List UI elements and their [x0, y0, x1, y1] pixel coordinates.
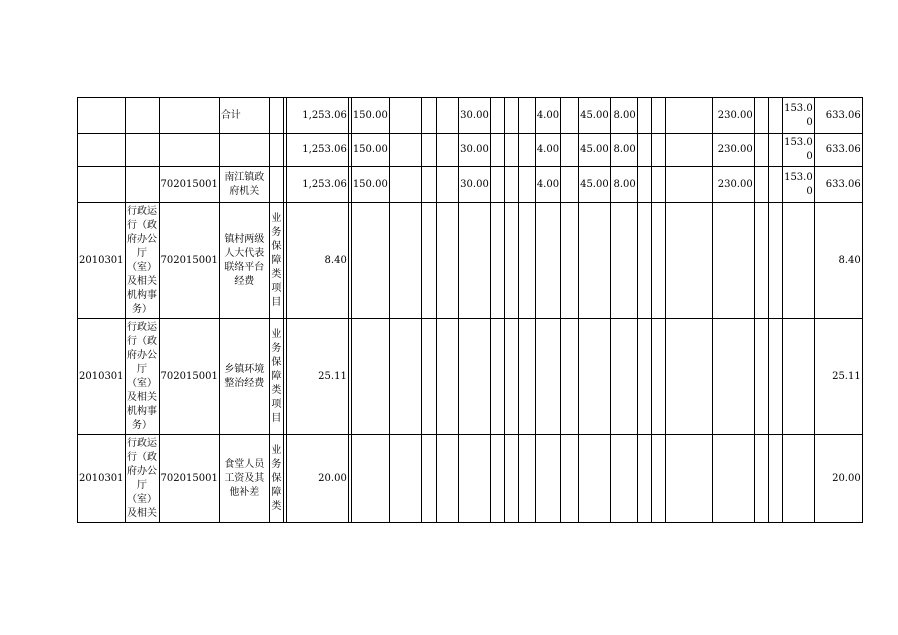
- table-row: [78, 134, 863, 167]
- table-cell: [665, 167, 712, 203]
- table-cell: [125, 98, 159, 134]
- table-cell: [712, 203, 754, 319]
- table-cell: [754, 319, 768, 435]
- table-cell: [651, 134, 665, 167]
- table-cell: [490, 167, 504, 203]
- amount-cell: 633.06: [814, 98, 862, 134]
- table-cell: [561, 435, 579, 523]
- unit-code-cell: 702015001: [159, 435, 219, 523]
- table-cell: [637, 134, 651, 167]
- table-cell: [436, 134, 458, 167]
- table-cell: [269, 98, 283, 134]
- project-name-cell: 镇村两级人大代表联络平台经费: [219, 203, 269, 319]
- table-cell: [458, 435, 490, 523]
- table-cell: [535, 435, 560, 523]
- table-cell: [421, 319, 436, 435]
- amount-cell: 4.00: [535, 167, 560, 203]
- table-cell: [490, 98, 504, 134]
- amount-cell: 230.00: [712, 167, 754, 203]
- table-cell: [651, 98, 665, 134]
- table-cell: [754, 203, 768, 319]
- amount-cell: 1,253.06: [286, 134, 348, 167]
- amount-cell: 30.00: [458, 98, 490, 134]
- amount-cell: 8.00: [610, 134, 637, 167]
- amount-cell: 8.40: [814, 203, 862, 319]
- table-cell: [490, 134, 504, 167]
- project-type-cell: 业务保障类项目: [269, 203, 283, 319]
- table-cell: [561, 134, 579, 167]
- table-cell: [125, 134, 159, 167]
- amount-cell: 633.06: [814, 134, 862, 167]
- function-name-cell: 行政运行（政府办公厅（室）及相关机构事务）: [125, 319, 159, 435]
- project-name-cell: 食堂人员工资及其他补差: [219, 435, 269, 523]
- table-cell: [651, 319, 665, 435]
- table-cell: [665, 319, 712, 435]
- table-row: [78, 167, 863, 203]
- table-cell: [651, 435, 665, 523]
- table-cell: [579, 203, 611, 319]
- table-cell: [754, 134, 768, 167]
- table-cell: [421, 134, 436, 167]
- amount-cell: 4.00: [535, 134, 560, 167]
- table-cell: [269, 167, 283, 203]
- amount-cell: 45.00: [579, 98, 611, 134]
- project-type-cell: 业务保障类: [269, 435, 283, 523]
- table-cell: [389, 435, 421, 523]
- project-name-cell: [219, 134, 269, 167]
- table-cell: [490, 435, 504, 523]
- table-cell: [768, 435, 782, 523]
- table-cell: [637, 319, 651, 435]
- amount-cell: 4.00: [535, 98, 560, 134]
- function-code-cell: 2010301: [78, 435, 126, 523]
- table-cell: [754, 435, 768, 523]
- table-cell: [518, 167, 535, 203]
- table-row: [78, 203, 863, 319]
- table-cell: [535, 319, 560, 435]
- table-body: [78, 98, 863, 523]
- amount-cell: 8.40: [286, 203, 348, 319]
- unit-code-cell: 702015001: [159, 167, 219, 203]
- table-cell: [768, 167, 782, 203]
- project-name-cell: 合计: [219, 98, 269, 134]
- table-cell: [579, 319, 611, 435]
- table-cell: [389, 134, 421, 167]
- amount-cell: 1,253.06: [286, 167, 348, 203]
- table-cell: [518, 435, 535, 523]
- table-cell: [78, 167, 126, 203]
- function-name-cell: 行政运行（政府办公厅（室）及相关: [125, 435, 159, 523]
- table-cell: [579, 435, 611, 523]
- table-cell: [768, 98, 782, 134]
- table-cell: [504, 98, 518, 134]
- table-cell: [754, 167, 768, 203]
- table-cell: [768, 203, 782, 319]
- table-cell: [269, 134, 283, 167]
- table-cell: [712, 319, 754, 435]
- table-cell: [504, 167, 518, 203]
- table-cell: [490, 203, 504, 319]
- table-cell: [768, 319, 782, 435]
- table-cell: [436, 319, 458, 435]
- table-cell: [610, 203, 637, 319]
- table-row: [78, 435, 863, 523]
- table-cell: [610, 319, 637, 435]
- table-cell: [421, 167, 436, 203]
- table-cell: [651, 203, 665, 319]
- table-cell: [535, 203, 560, 319]
- table-cell: [351, 435, 389, 523]
- table-cell: [490, 319, 504, 435]
- amount-cell: 25.11: [814, 319, 862, 435]
- table-cell: [518, 98, 535, 134]
- unit-code-cell: 702015001: [159, 203, 219, 319]
- table-cell: [436, 98, 458, 134]
- table-cell: [665, 435, 712, 523]
- table-cell: [637, 203, 651, 319]
- table-cell: [504, 203, 518, 319]
- table-cell: [78, 98, 126, 134]
- table-cell: [637, 167, 651, 203]
- project-name-cell: 南江镇政府机关: [219, 167, 269, 203]
- table-cell: [651, 167, 665, 203]
- amount-cell: 8.00: [610, 98, 637, 134]
- table-cell: [665, 203, 712, 319]
- amount-cell: 150.00: [351, 167, 389, 203]
- amount-cell: 20.00: [814, 435, 862, 523]
- table-cell: [782, 319, 814, 435]
- amount-cell: 30.00: [458, 167, 490, 203]
- function-code-cell: 2010301: [78, 319, 126, 435]
- table-cell: [665, 98, 712, 134]
- table-cell: [389, 98, 421, 134]
- table-cell: [159, 98, 219, 134]
- table-cell: [610, 435, 637, 523]
- table-cell: [665, 134, 712, 167]
- function-code-cell: 2010301: [78, 203, 126, 319]
- amount-cell: 45.00: [579, 167, 611, 203]
- project-type-cell: 业务保障类项目: [269, 319, 283, 435]
- amount-cell: 230.00: [712, 134, 754, 167]
- amount-cell: 633.06: [814, 167, 862, 203]
- amount-cell: 1,253.06: [286, 98, 348, 134]
- table-cell: [421, 435, 436, 523]
- amount-cell: 150.00: [351, 98, 389, 134]
- table-cell: [389, 319, 421, 435]
- amount-cell: 30.00: [458, 134, 490, 167]
- table-cell: [637, 98, 651, 134]
- budget-table: [77, 97, 863, 523]
- amount-cell: 153.00: [782, 167, 814, 203]
- table-cell: [561, 167, 579, 203]
- table-cell: [504, 435, 518, 523]
- table-cell: [504, 319, 518, 435]
- table-cell: [159, 134, 219, 167]
- table-cell: [518, 203, 535, 319]
- table-cell: [125, 167, 159, 203]
- table-row: [78, 98, 863, 134]
- table-row: [78, 319, 863, 435]
- table-cell: [436, 167, 458, 203]
- table-cell: [436, 203, 458, 319]
- amount-cell: 153.00: [782, 98, 814, 134]
- table-cell: [389, 167, 421, 203]
- table-cell: [782, 435, 814, 523]
- project-name-cell: 乡镇环境整治经费: [219, 319, 269, 435]
- table-cell: [458, 203, 490, 319]
- function-name-cell: 行政运行（政府办公厅（室）及相关机构事务）: [125, 203, 159, 319]
- table-cell: [504, 134, 518, 167]
- table-cell: [351, 203, 389, 319]
- table-cell: [754, 98, 768, 134]
- table-cell: [458, 319, 490, 435]
- table-cell: [768, 134, 782, 167]
- table-cell: [421, 203, 436, 319]
- unit-code-cell: 702015001: [159, 319, 219, 435]
- amount-cell: 153.00: [782, 134, 814, 167]
- amount-cell: 230.00: [712, 98, 754, 134]
- table-cell: [78, 134, 126, 167]
- table-cell: [436, 435, 458, 523]
- table-cell: [782, 203, 814, 319]
- table-cell: [561, 203, 579, 319]
- table-cell: [421, 98, 436, 134]
- table-cell: [561, 319, 579, 435]
- amount-cell: 20.00: [286, 435, 348, 523]
- table-cell: [637, 435, 651, 523]
- amount-cell: 150.00: [351, 134, 389, 167]
- amount-cell: 8.00: [610, 167, 637, 203]
- table-cell: [351, 319, 389, 435]
- table-cell: [518, 134, 535, 167]
- table-cell: [561, 98, 579, 134]
- amount-cell: 45.00: [579, 134, 611, 167]
- table-cell: [389, 203, 421, 319]
- table-cell: [712, 435, 754, 523]
- amount-cell: 25.11: [286, 319, 348, 435]
- table-cell: [518, 319, 535, 435]
